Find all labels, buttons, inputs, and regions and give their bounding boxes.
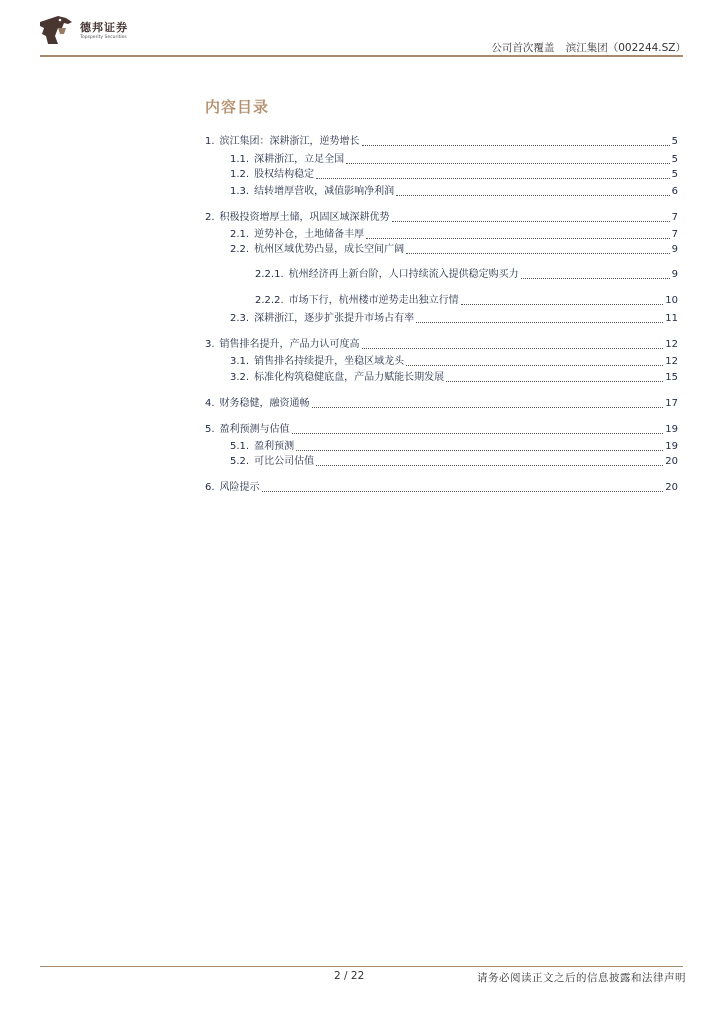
toc-text: 标准化构筑稳健底盘，产品力赋能长期发展 bbox=[254, 372, 445, 383]
toc-entry[interactable] bbox=[230, 168, 678, 182]
toc-text: 销售排名持续提升，坐稳区域龙头 bbox=[254, 356, 405, 367]
toc-number: 2.2.2. bbox=[255, 295, 284, 306]
toc-leader bbox=[292, 433, 664, 434]
toc-page: 9 bbox=[671, 269, 678, 280]
toc-title: 内容目录 bbox=[205, 98, 270, 116]
toc-entry[interactable] bbox=[255, 268, 678, 282]
company-ticker: 滨江集团（002244.SZ） bbox=[565, 42, 686, 54]
toc-entry[interactable] bbox=[255, 294, 678, 308]
toc-entry[interactable] bbox=[230, 153, 678, 167]
toc-text: 滨江集团：深耕浙江，逆势增长 bbox=[219, 136, 360, 147]
toc-leader bbox=[366, 238, 670, 239]
toc-page: 5 bbox=[671, 136, 678, 147]
toc-text: 风险提示 bbox=[219, 482, 260, 493]
logo-mark-icon bbox=[38, 14, 74, 48]
toc-leader bbox=[521, 278, 670, 279]
toc-leader bbox=[446, 381, 663, 382]
toc-leader bbox=[362, 145, 670, 146]
toc-leader bbox=[396, 195, 670, 196]
footer-disclaimer: 请务必阅读正文之后的信息披露和法律声明 bbox=[477, 972, 686, 984]
toc-page: 7 bbox=[671, 212, 678, 223]
toc-entry[interactable] bbox=[230, 455, 678, 469]
brand-name-en: Topsperity Securities bbox=[80, 35, 127, 40]
toc-entry[interactable] bbox=[205, 423, 678, 437]
report-header-info bbox=[483, 40, 686, 55]
toc-page: 5 bbox=[671, 169, 678, 180]
toc-leader bbox=[346, 163, 670, 164]
toc-text: 深耕浙江，逐步扩张提升市场占有率 bbox=[254, 313, 415, 324]
toc-page: 15 bbox=[665, 372, 678, 383]
toc-leader bbox=[296, 450, 663, 451]
toc-number: 5.2. bbox=[230, 456, 250, 467]
toc-entry[interactable] bbox=[230, 228, 678, 242]
toc-number: 5. bbox=[205, 424, 215, 435]
toc-page: 9 bbox=[671, 244, 678, 255]
toc-page: 12 bbox=[665, 339, 678, 350]
company-logo bbox=[38, 14, 148, 54]
toc-entry[interactable] bbox=[205, 135, 678, 149]
toc-page: 6 bbox=[671, 186, 678, 197]
toc-number: 5.1. bbox=[230, 441, 250, 452]
toc-text: 逆势补仓，土地储备丰厚 bbox=[254, 229, 365, 240]
toc-page: 11 bbox=[665, 313, 678, 324]
toc-leader bbox=[416, 322, 663, 323]
toc-number: 1.3. bbox=[230, 186, 250, 197]
toc-leader bbox=[392, 221, 670, 222]
toc-leader bbox=[312, 407, 664, 408]
toc-entry[interactable] bbox=[230, 243, 678, 257]
toc-page: 17 bbox=[665, 398, 678, 409]
toc-number: 3.1. bbox=[230, 356, 250, 367]
toc-page: 20 bbox=[665, 482, 678, 493]
toc-leader bbox=[316, 465, 663, 466]
toc-number: 2.3. bbox=[230, 313, 250, 324]
toc-number: 2.2.1. bbox=[255, 269, 284, 280]
toc-text: 盈利预测与估值 bbox=[219, 424, 290, 435]
toc-page: 20 bbox=[665, 456, 678, 467]
toc-leader bbox=[316, 178, 670, 179]
toc-entry[interactable] bbox=[205, 338, 678, 352]
toc-number: 1.1. bbox=[230, 154, 250, 165]
toc-leader bbox=[406, 365, 663, 366]
toc-entry[interactable] bbox=[230, 185, 678, 199]
toc-number: 1.2. bbox=[230, 169, 250, 180]
header-divider bbox=[40, 55, 683, 57]
toc-text: 结转增厚营收，减值影响净利润 bbox=[254, 186, 395, 197]
toc-text: 财务稳健，融资通畅 bbox=[219, 398, 310, 409]
toc-entry[interactable] bbox=[230, 371, 678, 385]
toc-text: 杭州经济再上新台阶，人口持续流入提供稳定购买力 bbox=[288, 269, 519, 280]
toc-text: 盈利预测 bbox=[254, 441, 295, 452]
toc-number: 6. bbox=[205, 482, 215, 493]
report-type: 公司首次覆盖 bbox=[491, 42, 555, 54]
toc-number: 1. bbox=[205, 136, 215, 147]
footer-divider bbox=[40, 966, 683, 967]
toc-text: 销售排名提升，产品力认可度高 bbox=[219, 339, 360, 350]
toc-number: 2.2. bbox=[230, 244, 250, 255]
toc-entry[interactable] bbox=[230, 355, 678, 369]
toc-number: 2.1. bbox=[230, 229, 250, 240]
page-number: 2 / 22 bbox=[334, 970, 365, 982]
toc-page: 10 bbox=[665, 295, 678, 306]
toc-page: 12 bbox=[665, 356, 678, 367]
toc-page: 7 bbox=[671, 229, 678, 240]
toc-entry[interactable] bbox=[230, 312, 678, 326]
toc-text: 积极投资增厚土储，巩固区域深耕优势 bbox=[219, 212, 390, 223]
toc-entry[interactable] bbox=[205, 397, 678, 411]
toc-number: 3. bbox=[205, 339, 215, 350]
toc-entry[interactable] bbox=[205, 481, 678, 495]
toc-text: 深耕浙江，立足全国 bbox=[254, 154, 345, 165]
toc-text: 股权结构稳定 bbox=[254, 169, 315, 180]
toc-page: 19 bbox=[665, 441, 678, 452]
toc-text: 市场下行，杭州楼市逆势走出独立行情 bbox=[288, 295, 459, 306]
toc-leader bbox=[262, 491, 664, 492]
toc-entry[interactable] bbox=[230, 440, 678, 454]
toc-text: 可比公司估值 bbox=[254, 456, 315, 467]
toc-leader bbox=[362, 348, 664, 349]
toc-leader bbox=[406, 253, 670, 254]
toc-page: 5 bbox=[671, 154, 678, 165]
toc-number: 3.2. bbox=[230, 372, 250, 383]
toc-leader bbox=[461, 304, 664, 305]
brand-name-cn: 德邦证券 bbox=[80, 21, 128, 34]
toc-page: 19 bbox=[665, 424, 678, 435]
toc-entry[interactable] bbox=[205, 211, 678, 225]
toc-number: 4. bbox=[205, 398, 215, 409]
toc-number: 2. bbox=[205, 212, 215, 223]
toc-text: 杭州区域优势凸显，成长空间广阔 bbox=[254, 244, 405, 255]
